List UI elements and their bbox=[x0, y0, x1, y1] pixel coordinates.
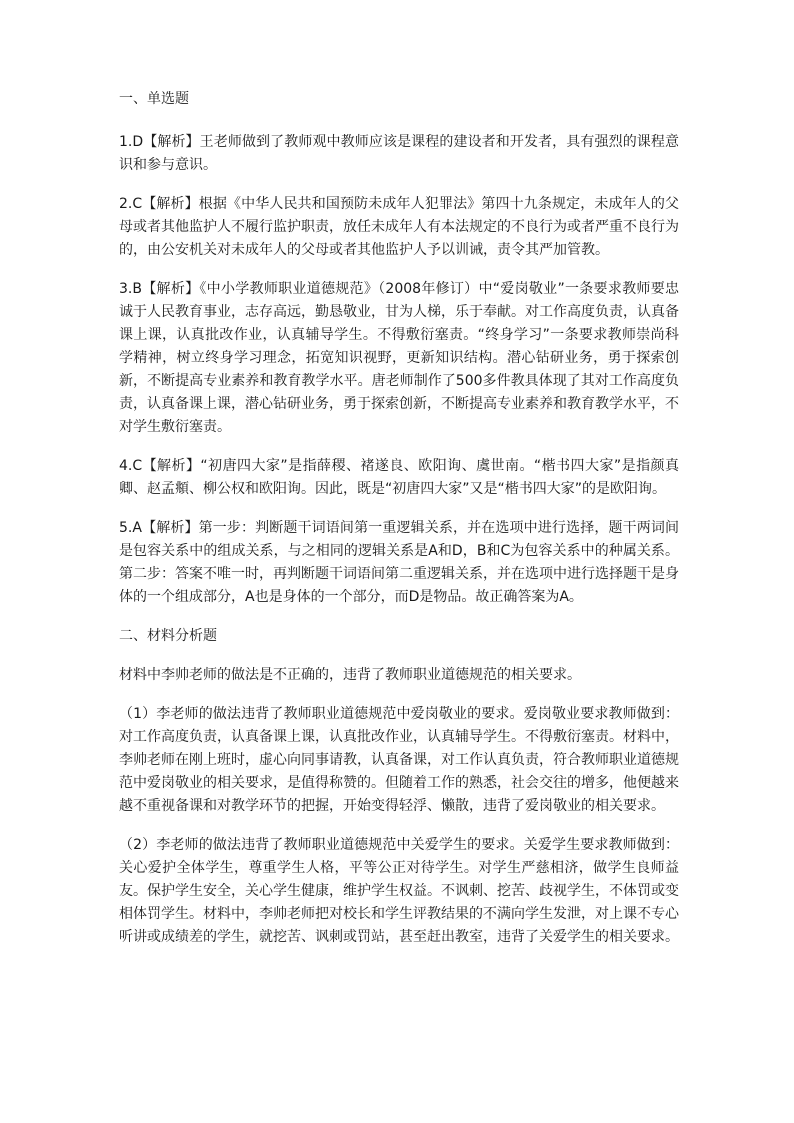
document-page bbox=[119, 88, 679, 949]
answer-5: 5.A【解析】第一步：判断题干词语间第一重逻辑关系，并在选项中进行选择，题干两词间是包容关系中的组成关系，与之相同的逻辑关系是A和D，B和C为包容关系中的种属关系。第二步：答案不唯一时，再判断题干词语间第二重逻辑关系，并在选项中进行选择题干是身体的一个组成部分，A也是身体的一个部分，而D是物品。故正确答案为A。 bbox=[119, 520, 679, 605]
analysis-point-2: （2）李老师的做法违背了教师职业道德规范中关爱学生的要求。关爱学生要求教师做到：关心爱护全体学生，尊重学生人格，平等公正对待学生。对学生严慈相济，做学生良师益友。保护学生安全，关心学生健康，维护学生权益。不讽刺、挖苦、歧视学生，不体罚或变相体罚学生。材料中，李帅老师把对校长和学生评教结果的不满向学生发泄，对上课不专心听讲或成绩差的学生，就挖苦、讽刺或罚站，甚至赶出教室，违背了关爱学生的相关要求。 bbox=[119, 837, 679, 945]
answer-2: 2.C【解析】根据《中华人民共和国预防未成年人犯罪法》第四十九条规定，未成年人的父母或者其他监护人不履行监护职责，放任未成年人有本法规定的不良行为或者严重不良行为的，由公安机关对未成年人的父母或者其他监护人予以训诫，责令其严加管教。 bbox=[119, 196, 679, 258]
answer-3: 3.B【解析】《中小学教师职业道德规范》（2008年修订）中“爱岗敬业”一条要求教师要忠诚于人民教育事业，志存高远，勤恳敬业，甘为人梯，乐于奉献。对工作高度负责，认真备课上课，认真批改作业，认真辅导学生。不得敷衍塞责。“终身学习”一条要求教师崇尚科学精神，树立终身学习理念，拓宽知识视野，更新知识结构。潜心钻研业务，勇于探索创新，不断提高专业素养和教育教学水平。唐老师制作了500多件教具体现了其对工作高度负责，认真备课上课，潜心钻研业务，勇于探索创新，不断提高专业素养和教育教学水平，不对学生敷衍塞责。 bbox=[119, 281, 679, 435]
section-title-material-analysis: 二、材料分析题 bbox=[119, 628, 217, 644]
answer-4: 4.C【解析】“初唐四大家”是指薛稷、褚遂良、欧阳询、虞世南。“楷书四大家”是指颜真卿、赵孟頫、柳公权和欧阳询。因此，既是“初唐四大家”又是“楷书四大家”的是欧阳询。 bbox=[119, 458, 679, 497]
analysis-intro: 材料中李帅老师的做法是不正确的，违背了教师职业道德规范的相关要求。 bbox=[119, 667, 581, 683]
answer-1: 1.D【解析】王老师做到了教师观中教师应该是课程的建设者和开发者，具有强烈的课程意识和参与意识。 bbox=[119, 134, 679, 173]
analysis-point-1: （1）李老师的做法违背了教师职业道德规范中爱岗敬业的要求。爱岗敬业要求教师做到：对工作高度负责，认真备课上课，认真批改作业，认真辅导学生。不得敷衍塞责。材料中，李帅老师在刚上班时，虚心向同事请教，认真备课，对工作认真负责，符合教师职业道德规范中爱岗敬业的相关要求，是值得称赞的。但随着工作的熟悉，社会交往的增多，他便越来越不重视备课和对教学环节的把握，开始变得轻浮、懒散，违背了爱岗敬业的相关要求。 bbox=[119, 706, 679, 814]
section-title-single-choice: 一、单选题 bbox=[119, 91, 189, 107]
